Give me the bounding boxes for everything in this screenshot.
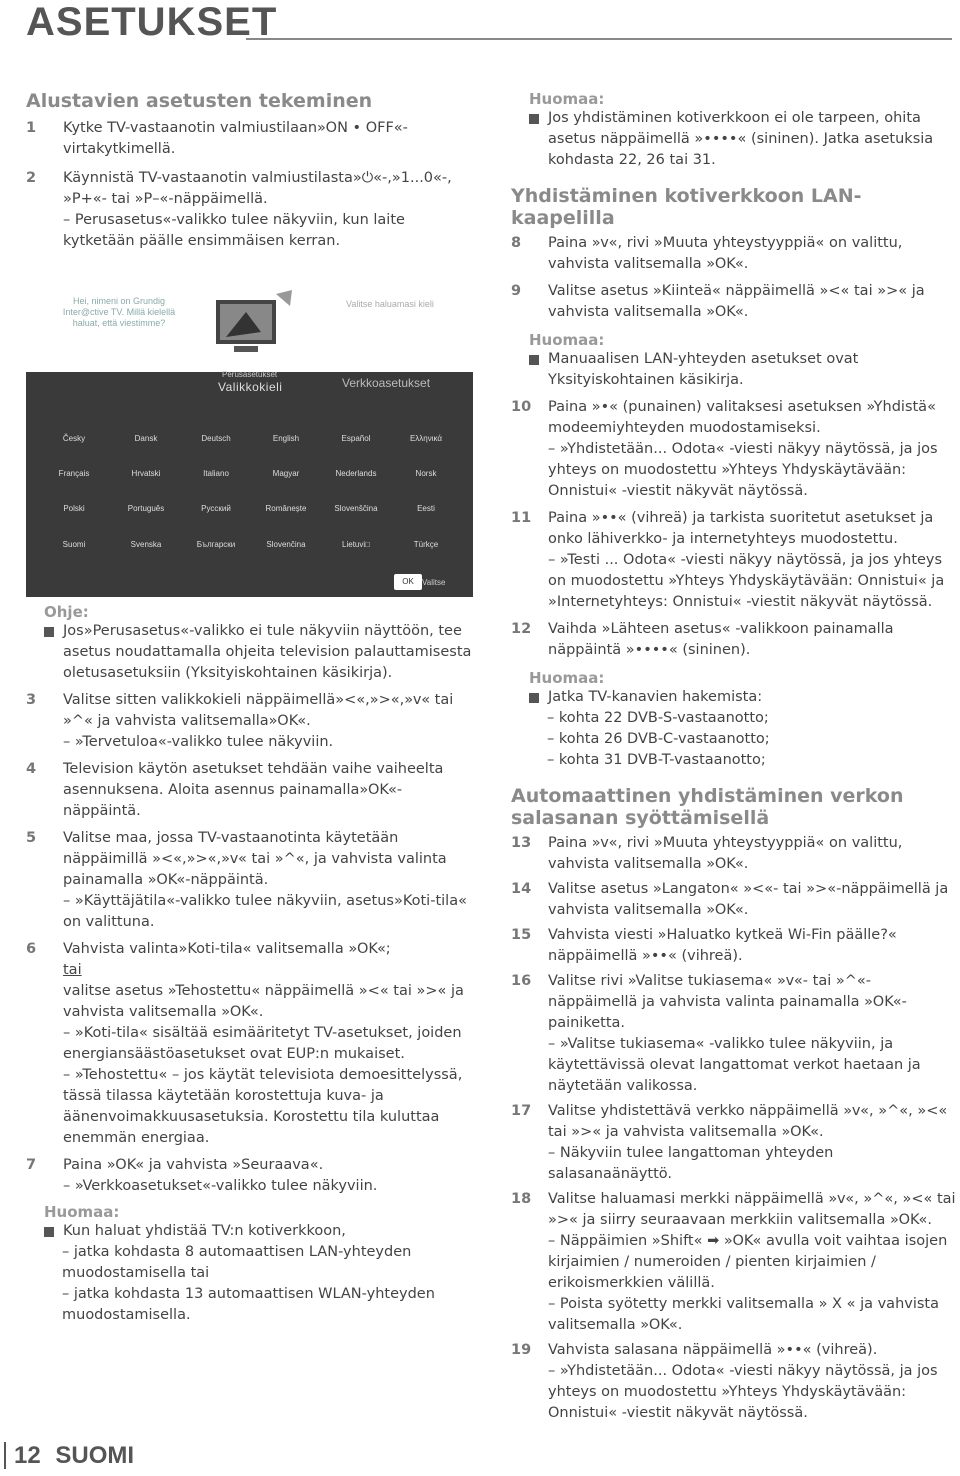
tv-screen-illustration [26,274,473,597]
left-column [26,90,473,252]
step-8: 8 Paina »v«, rivi »Muuta yhteystyyppiä« on valittu, vahvista valitsemalla »OK«. [511,235,903,272]
language-option[interactable]: Eesti [417,504,435,513]
ohje-bullet: Jos»Perusasetus«-valikko ei tule näkyviin näyttöön, tee asetus noudattamalla ohjeita television palauttamisesta oletusasetuksiin (Yksityiskohtainen käsikirja). [44,621,473,684]
step-2-note: – Perusasetus«-valikko tulee näkyviin, kun laite kytketään päälle ensimmäisen kerran. [63,212,405,249]
section-heading: Alustavien asetusten tekeminen [26,90,373,112]
step-6: 6 Vahvista valinta»Koti-tila« valitsemalla »OK«; [26,941,391,957]
step-2: 2 Käynnistä TV-vastaanotin valmiustilasta»⏻«-,»1...0«-, »P+«- tai »P–«-näppäimellä. [26,170,452,207]
language-option[interactable]: Hrvatski [131,469,161,478]
language-option[interactable]: Suomi [62,540,86,549]
screen-subtitle: Perusasetukset [222,370,278,379]
select-label: Valitse [422,578,446,587]
language-option[interactable]: Français [58,469,90,478]
step-6-note1: – »Koti-tila« sisältää esimääritetyt TV-asetukset, joiden energiansäästöasetukset ovat EUP:n mukaiset. [63,1025,462,1062]
step-16: 16 Valitse rivi »Valitse tukiasema« »v«- tai »^«-näppäimellä ja vahvista valinta painamalla »OK«-painiketta. [511,973,907,1031]
step-17-note: – Näkyviin tulee langattoman yhteyden salasanaänäyttö. [548,1145,834,1182]
ohje-label: Ohje: [44,603,89,621]
huomaa-item-1: – jatka kohdasta 8 automaattisen LAN-yhteyden muodostamisella tai [62,1244,412,1281]
huomaa-label: Huomaa: [44,1203,120,1221]
step-15: 15 Vahvista viesti »Haluatko kytkeä Wi-Fin päälle?« näppäimellä »••« (vihreä). [511,927,897,964]
screen-title: Valikkokieli [218,380,283,394]
language-option[interactable]: Lietuvi□ [342,540,370,549]
note-3-bullet: Jatka TV-kanavien hakemista: [529,687,958,708]
note-2-bullet: Manuaalisen LAN-yhteyden asetukset ovat Yksityiskohtainen käsikirja. [529,349,958,391]
language-option[interactable]: Magyar [272,469,300,478]
step-3-note: – »Tervetuloa«-valikko tulee näkyviin. [63,734,334,750]
page-header: ASETUKSET [26,0,278,44]
tv-image [206,282,296,364]
step-12: 12 Vaihda »Lähteen asetus« -valikkoon painamalla näppäintä »••••« (sininen). [511,621,894,658]
step-10: 10 Paina »•« (punainen) valitaksesi asetuksen »Yhdistä« modeemiyhteyden muodostamiseksi. [511,399,936,436]
step-4: 4 Television käytön asetukset tehdään vaihe vaiheelta asennuksena. Aloita asennus painamalla»OK«-näppäintä. [26,761,444,819]
step-1: 1 Kytke TV-vastaanotin valmiustilaan»ON • OFF«-virtakytkimellä. [26,120,408,157]
language-option[interactable]: Español [341,434,371,443]
step-18-note1: – Näppäimien »Shift« ➡ »OK« avulla voit vaihtaa isojen kirjaimien / numeroiden / pienten kirjaimien / erikoismerkkien välillä. [548,1233,948,1291]
header-rule [246,38,952,40]
language-option[interactable]: Dansk [134,434,158,443]
note-3-item-3: – kohta 31 DVB-T-vastaanotto; [547,752,766,768]
language-option[interactable]: Românește [265,504,307,513]
step-7-note: – »Verkkoasetukset«-valikko tulee näkyviin. [63,1178,378,1194]
huomaa-bullet: Kun haluat yhdistää TV:n kotiverkkoon, [44,1221,473,1242]
page-number: 12 [4,1442,41,1469]
language-option[interactable]: Slovenščina [334,504,378,513]
screen-prompt: Valitse haluamasi kieli [346,299,434,309]
step-11-note: – »Testi ... Odota« -viesti näkyy näytössä, ja jos yhteys on muodostettu »Yhteys Yhdyskäytävään: Onnistui« ja »Internetyhteys: Onnistui« -viestit näkyvät näytössä. [548,552,945,610]
step-5-note: – »Käyttäjätila«-valikko tulee näkyviin, asetus»Koti-tila« on valittuna. [63,893,467,930]
note-3-label: Huomaa: [529,669,605,687]
right-column [511,90,958,1424]
note-3-item-2: – kohta 26 DVB-C-vastaanotto; [547,731,770,747]
language-option[interactable]: Svenska [130,540,162,549]
screen-network-tab: Verkkoasetukset [342,376,431,390]
step-5: 5 Valitse maa, jossa TV-vastaanotinta käytetään näppäimillä »<«,»>«,»v« tai »^«, ja vahvista valinta painamalla »OK«-näppäintä. [26,830,447,888]
language-option[interactable]: Deutsch [201,434,231,443]
language-option[interactable]: Česky [62,434,86,443]
step-9: 9 Valitse asetus »Kiinteä« näppäimellä »<« tai »>« ja vahvista valitsemalla »OK«. [511,283,925,320]
step-18-note2: – Poista syötetty merkki valitsemalla » X « ja vahvista valitsemalla »OK«. [548,1296,939,1333]
language-option[interactable]: Русский [201,504,231,513]
step-19-note: – »Yhdistetään... Odota« -viesti näkyy näytössä, ja jos yhteys on muodostettu »Yhteys Yhdyskäytävään: Onnistui« -viestit näkyvät näytössä. [548,1363,938,1421]
note-3-item-1: – kohta 22 DVB-S-vastaanotto; [547,710,769,726]
language-option[interactable]: Italiano [203,469,229,478]
step-10-note: – »Yhdistetään... Odota« -viesti näkyy näytössä, ja jos yhteys on muodostettu »Yhteys Yhdyskäytävään: Onnistui« -viestit näkyvät näytössä. [548,441,938,499]
step-6-note2: – »Tehostettu« – jos käytät televisiota demoesittelyssä, tässä tilassa käytetään korostettuja kuva- ja äänenvoimakkuusasetuksia. Korostettu tila kuluttaa enemmän energiaa. [63,1067,463,1146]
step-16-note: – »Valitse tukiasema« -valikko tulee näkyviin, ja käytettävissä olevat langattomat verkot haetaan ja näytetään valikossa. [548,1036,921,1094]
note-1-label: Huomaa: [529,90,605,108]
ok-button[interactable]: OK [394,574,422,590]
step-11: 11 Paina »••« (vihreä) ja tarkista suoritetut asetukset ja onko lähiverkko- ja internetyhteys muodostettu. [511,510,934,547]
wlan-heading: Automaattinen yhdistäminen verkon salasanan syöttämisellä [511,785,904,829]
language-option[interactable]: Português [127,504,165,513]
screen-greeting: Hei, nimeni on Grundig Inter@ctive TV. Millä kielellä haluat, että viestimme? [62,296,176,328]
footer-lang: SUOMI [55,1442,135,1469]
language-option[interactable]: English [272,434,300,443]
lan-heading: Yhdistäminen kotiverkkoon LAN-kaapelilla [511,185,862,229]
step-18: 18 Valitse haluamasi merkki näppäimellä »v«, »^«, »<« tai »>« ja siirry seuraavaan merkkiin valitsemalla »OK«. [511,1191,956,1228]
language-option[interactable]: Türkçe [413,540,439,549]
step-7: 7 Paina »OK« ja vahvista »Seuraava«. [26,1157,324,1173]
step-17: 17 Valitse yhdistettävä verkko näppäimellä »v«, »^«, »<« tai »>« ja vahvista valitsemalla »OK«. [511,1103,948,1140]
step-6-alt: valitse asetus »Tehostettu« näppäimellä »<« tai »>« ja vahvista valitsemalla »OK«. [63,983,464,1020]
language-option[interactable]: Slovenčina [266,540,306,549]
left-column-lower [26,603,473,1326]
huomaa-item-2: – jatka kohdasta 13 automaattisen WLAN-yhteyden muodostamisella. [62,1286,435,1323]
language-option[interactable]: Български [196,540,236,549]
language-option[interactable]: Nederlands [335,469,377,478]
step-3: 3 Valitse sitten valikkokieli näppäimellä»<«,»>«,»v« tai »^« ja vahvista valitsemalla»OK«. [26,692,454,729]
step-6-or: tai [63,962,82,978]
language-option[interactable]: Polski [63,504,85,513]
note-1-bullet: Jos yhdistäminen kotiverkkoon ei ole tarpeen, ohita asetus näppäimellä »••••« (sininen). Jatka asetuksia kohdasta 22, 26 tai 31. [529,108,958,171]
step-14: 14 Valitse asetus »Langaton« »<«- tai »>«-näppäimellä ja vahvista valitsemalla »OK«. [511,881,949,918]
step-13: 13 Paina »v«, rivi »Muuta yhteystyyppiä« on valittu, vahvista valitsemalla »OK«. [511,835,903,872]
language-option[interactable]: Ελληνικά [409,434,443,443]
language-option[interactable]: Norsk [415,469,437,478]
step-19: 19 Vahvista salasana näppäimellä »••« (vihreä). [511,1342,878,1358]
note-2-label: Huomaa: [529,331,605,349]
page-footer [4,1442,134,1470]
